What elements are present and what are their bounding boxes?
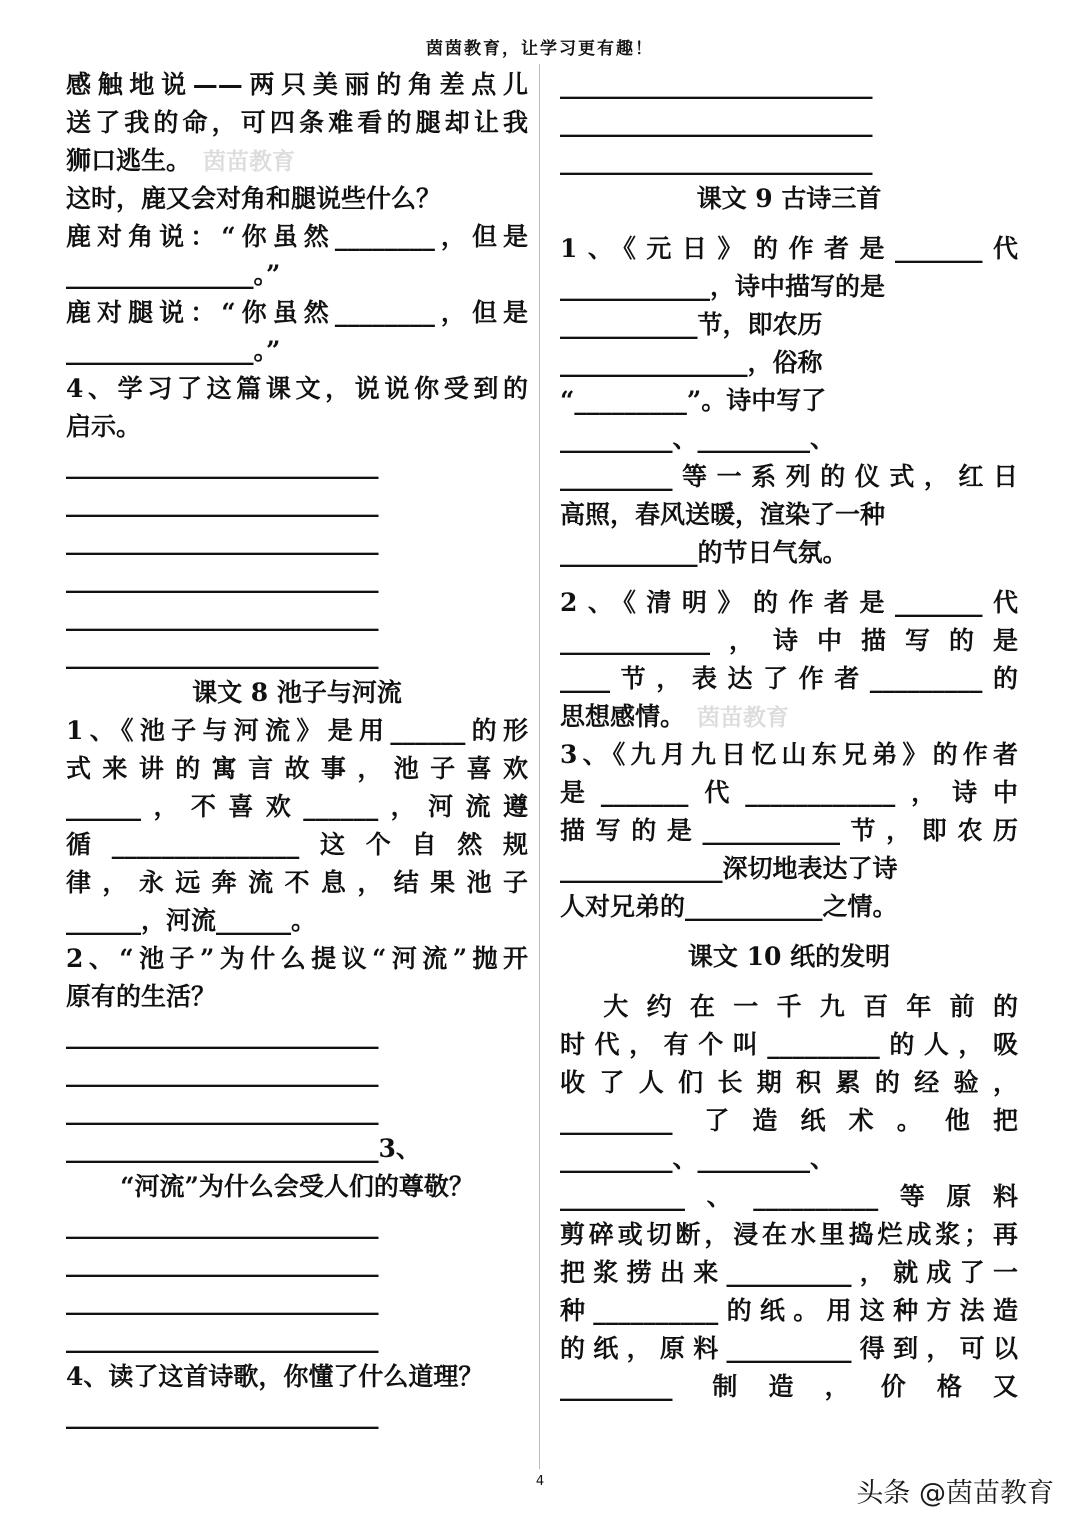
text-line [66,180,528,218]
line-text: _________________________ [66,1020,379,1049]
section-title [66,674,528,712]
line-text: _________________________ [66,564,379,593]
line-text: 的纸，原料__________得到，可以 [560,1334,1018,1363]
text-line [66,66,528,104]
text-line [66,256,528,294]
section-title [560,180,1018,218]
text-line [66,978,528,1016]
line-text: 大约在一千九百年前的 [560,992,1018,1021]
line-text: 这时，鹿又会对角和腿说些什么？ [66,184,442,213]
text-line [560,230,1018,268]
line-text: 种__________的纸。用这种方法造 [560,1296,1018,1325]
text-line [66,484,528,522]
text-line [66,1282,528,1320]
text-line [560,344,1018,382]
text-line [560,496,1018,534]
text-line [560,1292,1018,1330]
text-line [560,458,1018,496]
text-line [66,1244,528,1282]
text-line [560,1368,1018,1406]
text-line [66,1320,528,1358]
section-title [66,1168,528,1206]
line-text: _________________________ [560,146,873,175]
line-text: _________________________ [560,70,873,99]
line-text: _________________________ [66,450,379,479]
line-text: _________ 了造纸术。他把 [560,1106,1018,1135]
line-text: 鹿对角说：“你虽然________，但是 [66,222,528,251]
line-text: _________________________ [66,488,379,517]
line-text: _________、_________、 [560,1144,836,1173]
text-line [560,988,1018,1026]
text-line [66,408,528,446]
line-text: ____节，表达了作者_________的 [560,664,1018,693]
text-line [66,1130,528,1168]
text-line [560,774,1018,812]
line-text: _________ 制造，价格又 [560,1372,1018,1401]
line-text: _________________________ [66,526,379,555]
right-column [560,66,1018,1406]
line-text: 原有的生活？ [66,982,217,1011]
line-text: _________________________ [66,640,379,669]
text-line [66,1092,528,1130]
text-line [66,1396,528,1434]
text-line [66,218,528,256]
left-column [66,66,528,1434]
line-text: _________、_________、 [560,424,836,453]
text-line [66,712,528,750]
line-text: 是_______代____________，诗中 [560,778,1018,807]
text-line [66,1206,528,1244]
line-text: _________________________ [66,1058,379,1087]
section-title [560,938,1018,976]
text-line [560,1026,1018,1064]
page-number: 4 [535,1474,545,1489]
line-text: 鹿对腿说：“你虽然________，但是 [66,298,528,327]
line-text: 把浆捞出来__________，就成了一 [560,1258,1018,1287]
line-text: _________等一系列的仪式，红日 [560,462,1018,491]
text-line [66,750,528,788]
line-text: 式来讲的寓言故事，池子喜欢 [66,754,528,783]
line-text: _________________________ [66,602,379,631]
line-text: 循_______________这个自然规 [66,830,528,859]
line-text: _________________________ [66,1096,379,1125]
text-line [560,1216,1018,1254]
text-line [560,1064,1018,1102]
watermark-text: 茵苗教育 [697,705,790,731]
line-text: _________________________ [66,1400,379,1429]
text-line [66,560,528,598]
text-line [66,826,528,864]
text-line [560,698,1018,736]
text-line [560,660,1018,698]
text-line [560,1178,1018,1216]
text-line [66,636,528,674]
text-line [66,370,528,408]
line-text: “_________”。诗中写了 [560,386,827,415]
line-text: 思想感情。 [560,702,686,731]
text-line [560,420,1018,458]
column-divider [539,64,540,1469]
text-line [66,1016,528,1054]
line-text: _______________。” [66,336,281,365]
text-line [66,522,528,560]
line-text: 课文 9 古诗三首 [696,184,882,213]
line-text: ___________节，即农历 [560,310,823,339]
line-text: ____________，诗中描写的是 [560,272,886,301]
text-line [560,104,1018,142]
text-line [66,598,528,636]
watermark-text: 茵苗教育 [203,149,296,175]
line-text: 4、读了这首诗歌，你懂了什么道理？ [66,1362,484,1391]
text-line [66,332,528,370]
page-header: 茵茵教育，让学习更有趣！ [426,39,654,59]
line-text: 1、《池子与河流》是用______的形 [66,716,528,745]
line-text: 人对兄弟的___________之情。 [560,892,898,921]
text-line [560,142,1018,180]
line-text: “河流”为什么会受人们的尊敬？ [120,1172,474,1201]
line-text: _________________________ [66,1248,379,1277]
line-text: 剪碎或切断，浸在水里捣烂成浆；再 [560,1220,1018,1249]
text-line [560,1102,1018,1140]
text-line [560,1140,1018,1178]
text-line [66,446,528,484]
text-line [66,142,528,180]
line-text: __________、__________等原料 [560,1182,1018,1211]
line-text: 时代，有个叫_________的人，吸 [560,1030,1018,1059]
text-line [560,812,1018,850]
text-line [560,888,1018,926]
text-line [560,382,1018,420]
line-text: ___________的节日气氛。 [560,538,848,567]
text-line [560,736,1018,774]
text-line [560,850,1018,888]
line-text: _____________深切地表达了诗 [560,854,898,883]
line-text: ____________，诗中描写的是 [560,626,1018,655]
text-line [560,306,1018,344]
text-line [66,104,528,142]
text-line [560,66,1018,104]
line-text: 感触地说——两只美丽的角差点儿 [66,70,528,99]
line-text: 课文 8 池子与河流 [192,678,402,707]
brand-watermark: 头条 @茵苗教育 [856,1478,1054,1509]
text-line [560,268,1018,306]
line-text: 描写的是___________节，即农历 [560,816,1018,845]
line-text: 收了人们长期积累的经验， [560,1068,1018,1097]
text-line [66,940,528,978]
line-text: 狮口逃生。 [66,146,192,175]
text-line [66,864,528,902]
line-text: 律，永远奔流不息，结果池子 [66,868,528,897]
line-text: ______，河流______。 [66,906,317,935]
line-text: _______________。” [66,260,281,289]
line-text: _________________________ [66,1210,379,1239]
line-text: 高照，春风送暖，渲染了一种 [560,500,886,529]
line-text: 4、学习了这篇课文，说说你受到的 [66,374,528,403]
line-text: _________________________ [560,108,873,137]
line-text: _________________________3、 [66,1134,421,1163]
line-text: 2、“池子”为什么提议“河流”抛开 [66,944,528,973]
line-text: _________________________ [66,1324,379,1353]
line-text: _________________________ [66,1286,379,1315]
text-line [66,294,528,332]
line-text: 3、《九月九日忆山东兄弟》的作者 [560,740,1018,769]
text-line [560,584,1018,622]
text-line [560,1254,1018,1292]
line-text: ______，不喜欢______，河流遵 [66,792,528,821]
line-text: 2、《清明》的作者是_______代 [560,588,1018,617]
text-line [66,1054,528,1092]
text-line [560,534,1018,572]
line-text: 送了我的命，可四条难看的腿却让我 [66,108,528,137]
line-text: _______________，俗称 [560,348,823,377]
text-line [66,1358,528,1396]
text-line [66,902,528,940]
line-text: 1、《元日》的作者是_______代 [560,234,1018,263]
line-text: 启示。 [66,412,142,441]
line-text: 课文 10 纸的发明 [687,942,891,971]
text-line [560,622,1018,660]
text-line [560,1330,1018,1368]
text-line [66,788,528,826]
